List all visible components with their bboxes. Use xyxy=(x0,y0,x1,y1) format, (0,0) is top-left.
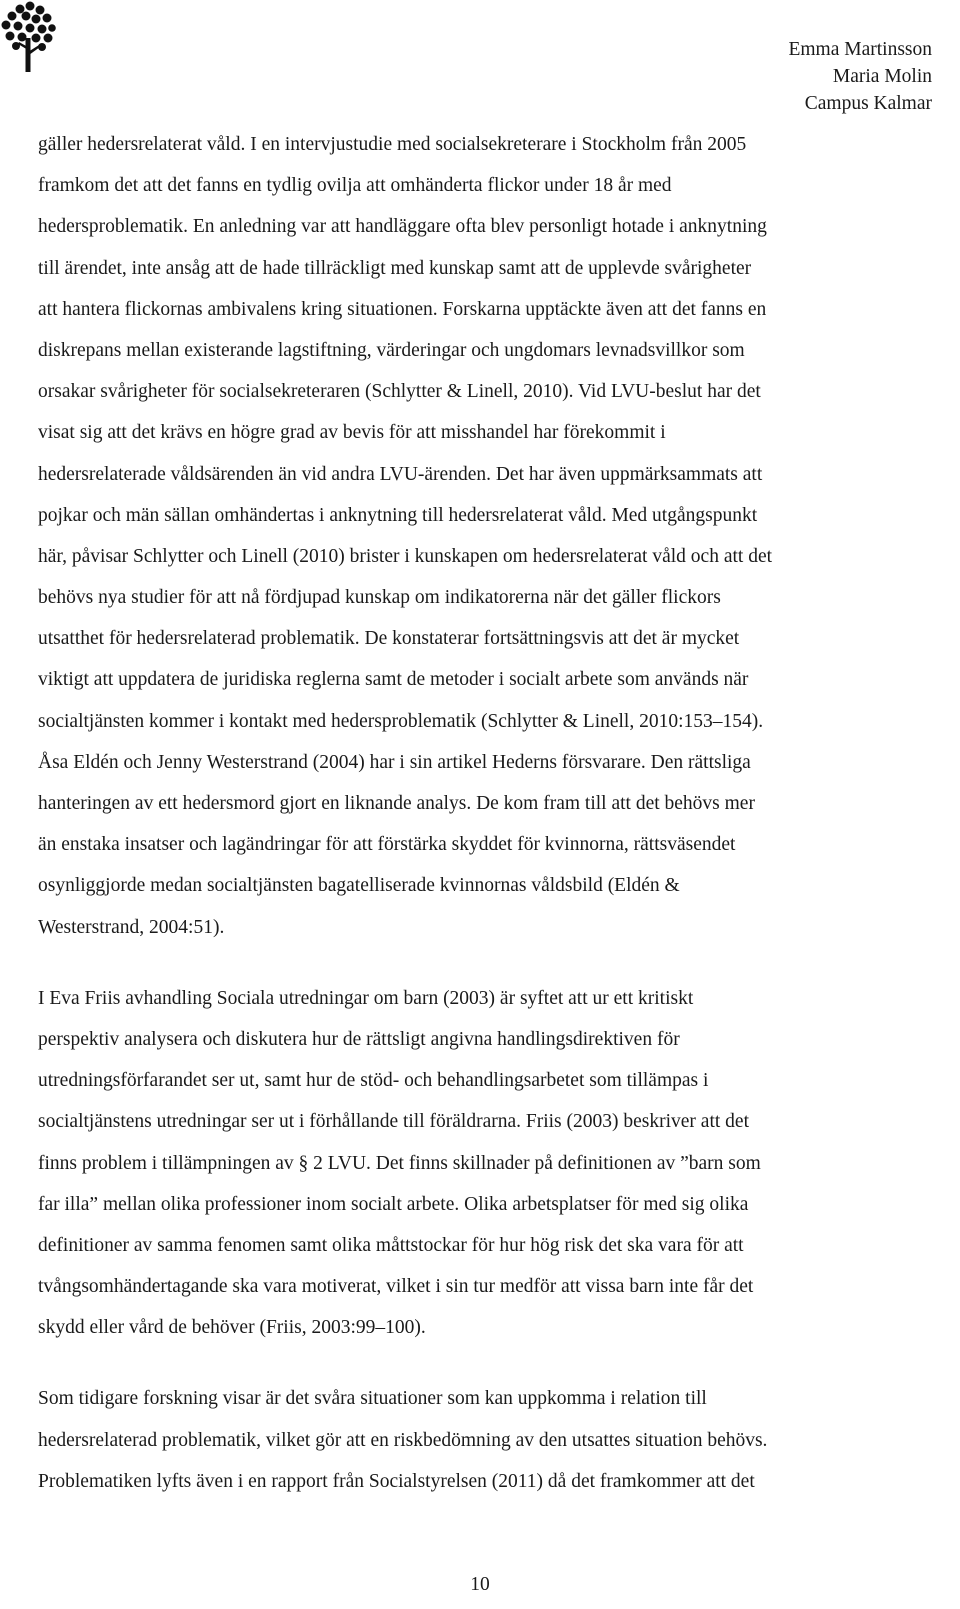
text-line: hedersrelaterad problematik, vilket gör att en riskbedömning av den utsattes situation behövs. xyxy=(38,1429,768,1451)
text-line: framkom det att det fanns en tydlig ovilja att omhänderta flickor under 18 år med xyxy=(38,175,672,197)
text-line: till ärendet, inte ansåg att de hade tillräckligt med kunskap samt att de upplevde svårigheter xyxy=(38,257,752,279)
header-institution: Campus Kalmar xyxy=(804,93,932,114)
paragraph-gap xyxy=(38,948,938,978)
text-line: socialtjänstens utredningar ser ut i förhållande till föräldrarna. Friis (2003) beskriver att det xyxy=(38,1111,749,1133)
text-line: gäller hedersrelaterat våld. I en intervjustudie med socialsekreterare i Stockholm från 2005 xyxy=(38,134,747,155)
text-line: här, påvisar Schlytter och Linell (2010) brister i kunskapen om hedersrelaterat våld och att det xyxy=(38,545,773,567)
page-header xyxy=(788,36,932,117)
text-line: att hantera flickornas ambivalens kring situationen. Forskarna upptäckte även att det fanns en xyxy=(38,298,767,320)
header-author-1: Emma Martinsson xyxy=(788,39,932,60)
text-line: hedersrelaterade våldsärenden än vid andra LVU-ärenden. Det har även uppmärksammats att xyxy=(38,463,763,485)
text-line: definitioner av samma fenomen samt olika måttstockar för hur hög risk det ska vara för att xyxy=(38,1234,744,1256)
text-line: Problematiken lyfts även i en rapport från Socialstyrelsen (2011) då det framkommer att det xyxy=(38,1470,755,1492)
text-line: finns problem i tillämpningen av § 2 LVU. Det finns skillnader på definitionen av ”barn som xyxy=(38,1152,761,1174)
text-line: än enstaka insatser och lagändringar för att förstärka skyddet för kvinnorna, rättsväsendet xyxy=(38,834,736,856)
text-line: pojkar och män sällan omhändertas i anknytning till hedersrelaterat våld. Med utgångspunkt xyxy=(38,504,758,526)
text-line: Åsa Eldén och Jenny Westerstrand (2004) har i sin artikel Hederns försvarare. Den rättsliga xyxy=(38,751,751,773)
paragraph-3 xyxy=(38,1378,938,1502)
text-line: behövs nya studier för att nå fördjupad kunskap om indikatorerna när det gäller flickors xyxy=(38,587,721,609)
document-body xyxy=(38,124,938,1502)
text-line: Som tidigare forskning visar är det svåra situationer som kan uppkomma i relation till xyxy=(38,1388,707,1410)
paragraph-2 xyxy=(38,978,938,1349)
text-line: skydd eller vård de behöver (Friis, 2003:99–100). xyxy=(38,1317,426,1339)
text-line: perspektiv analysera och diskutera hur de rättsligt angivna handlingsdirektiven för xyxy=(38,1028,680,1050)
text-line: hedersproblematik. En anledning var att handläggare ofta blev personligt hotade i anknytning xyxy=(38,216,767,238)
header-author-2: Maria Molin xyxy=(832,66,932,87)
text-line: socialtjänsten kommer i kontakt med hedersproblematik (Schlytter & Linell, 2010:153–154). xyxy=(38,710,764,732)
text-line: osynliggjorde medan socialtjänsten bagatelliserade kvinnornas våldsbild (Eldén & xyxy=(38,875,680,897)
paragraph-gap xyxy=(38,1348,938,1378)
text-line: viktigt att uppdatera de juridiska reglerna samt de metoder i socialt arbete som används när xyxy=(38,669,749,691)
text-line: utsatthet för hedersrelaterad problematik. De konstaterar fortsättningsvis att det är mycket xyxy=(38,628,740,650)
page-number: 10 xyxy=(470,1574,490,1595)
text-line: I Eva Friis avhandling Sociala utredningar om barn (2003) är syftet att ur ett kritiskt xyxy=(38,987,694,1009)
text-line: tvångsomhändertagande ska vara motiverat, vilket i sin tur medför att vissa barn inte får det xyxy=(38,1276,754,1298)
text-line: orsakar svårigheter för socialsekreteraren (Schlytter & Linell, 2010). Vid LVU-beslut har det xyxy=(38,381,761,403)
paragraph-1 xyxy=(38,124,938,948)
text-line: hanteringen av ett hedersmord gjort en liknande analys. De kom fram till att det behövs mer xyxy=(38,793,755,814)
university-tree-logo xyxy=(0,0,56,72)
text-line: utredningsförfarandet ser ut, samt hur de stöd- och behandlingsarbetet som tillämpas i xyxy=(38,1070,709,1092)
text-line: far illa” mellan olika professioner inom socialt arbete. Olika arbetsplatser för med sig olika xyxy=(38,1193,749,1215)
text-line: visat sig att det krävs en högre grad av bevis för att misshandel har förekommit i xyxy=(38,422,666,444)
text-line: Westerstrand, 2004:51). xyxy=(38,916,225,938)
text-line: diskrepans mellan existerande lagstiftning, värderingar och ungdomars levnadsvillkor som xyxy=(38,339,745,361)
